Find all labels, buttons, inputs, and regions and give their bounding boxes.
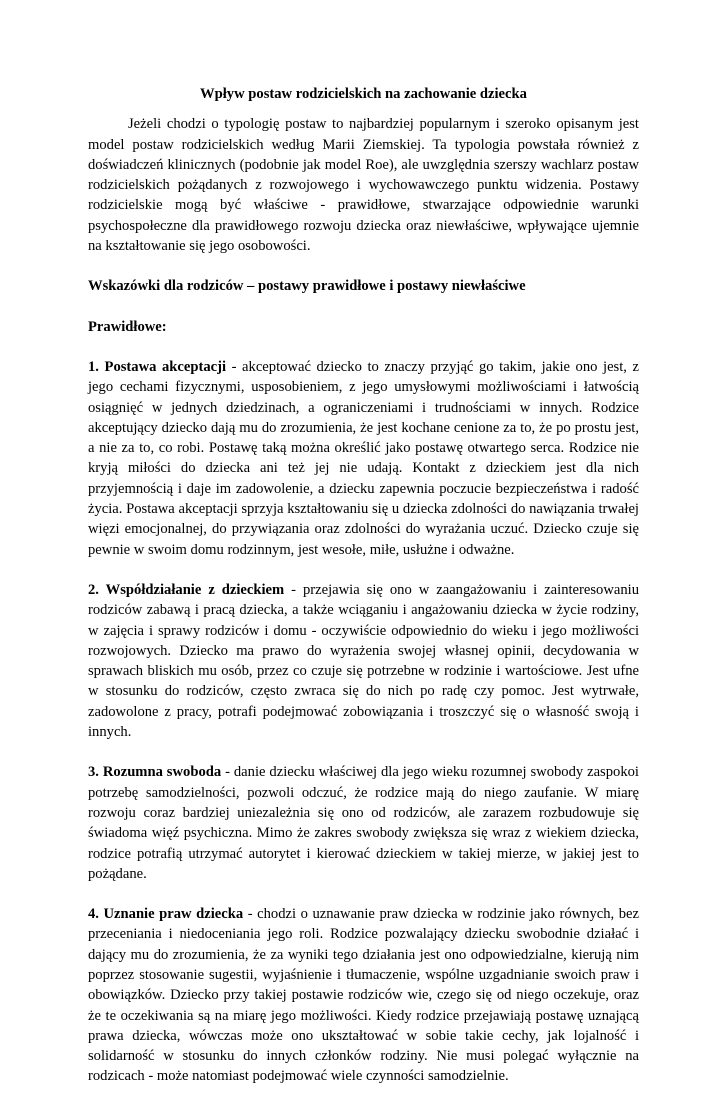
document-title: Wpływ postaw rodzicielskich na zachowanie dziecka <box>200 86 527 102</box>
item-acceptance <box>88 357 639 560</box>
item-cooperation <box>88 580 639 742</box>
item-text: - chodzi o uznawanie praw dziecka w rodzinie jako równych, bez przeceniania i niedoceniania jego roli. Rodzice pozwalający dziecku swobodnie działać i dający mu do zrozumienia, że za wyniki tego działania jest ono odpowiedzialne, kierują nim poprzez stosowanie sugestii, wyjaśnienie i tłumaczenie, wspólne uzgadnianie swoich praw i obowiązków. Dziecko przy takiej postawie rodziców wie, czego się od niego oczekuje, oraz że te oczekiwania są na miarę jego możliwości. Kiedy rodzice przejawiają postawę uznającą prawa dziecka, wówczas może ono ukształtować w sobie takie cechy, jak lojalność i solidarność w stosunku do innych członków rodziny. Nie musi polegać wyłącznie na rodzicach - może natomiast podejmować wiele czynności samodzielnie. <box>88 906 639 1085</box>
subheading-correct: Prawidłowe: <box>88 318 167 335</box>
item-text: - akceptować dziecko to znaczy przyjąć go takim, jakie ono jest, z jego cechami fizycznymi, usposobieniem, z jego umysłowymi możliwościami i łatwością osiągnięć w jednych dziedzinach, a ograniczeniami i trudnościami w innych. Rodzice akceptujący dziecko dają mu do zrozumienia, że jest kochane cenione za to, że po prostu jest, a nie za to, co robi. Postawę taką można określić jako postawę otwartego serca. Rodzice nie kryją miłości do dziecka ani też jej nie udają. Kontakt z dzieckiem jest dla nich przyjemnością i daje im zadowolenie, a dziecku zapewnia poczucie bezpieczeństwa i radość życia. Postawa akceptacji sprzyja kształtowaniu się u dziecka zdolności do nawiązania trwałej więzi emocjonalnej, do przywiązania oraz zdolności do wyrażania uczuć. Dziecko czuje się pewnie w swoim domu rodzinnym, jest wesołe, miłe, usłużne i odważne. <box>88 358 639 558</box>
section-heading: Wskazówki dla rodziców – postawy prawidłowe i postawy niewłaściwe <box>88 278 526 295</box>
item-title: 3. Rozumna swoboda <box>88 764 222 781</box>
item-text: - przejawia się ono w zaangażowaniu i zainteresowaniu rodziców zabawą i pracą dziecka, a także wciąganiu i angażowaniu dziecka w życie rodziny, w zajęcia i sprawy rodziców i domu - oczywiście odpowiednio do wieku i jego możliwości rozwojowych. Dziecko ma prawo do wyrażenia swojej własnej opinii, decydowania w sprawach bliskich mu osób, przez co czuje się potrzebne w rodzinie i wartościowe. Jest ufne w stosunku do rodziców, często zwraca się do nich po radę czy pomoc. Jest wytrwałe, zadowolone z pracy, potrafi podejmować zobowiązania i troszczyć się o własność swoją i innych. <box>88 581 640 741</box>
document-page <box>88 84 639 1107</box>
item-reasonable-freedom <box>88 762 639 884</box>
item-child-rights <box>88 904 639 1087</box>
intro-paragraph: Jeżeli chodzi o typologię postaw to najbardziej popularnym i szeroko opisanym jest model postaw rodzicielskich według Marii Ziemskiej. Ta typologia powstała również z doświadczeń klinicznych (podobnie jak model Roe), ale uwzględnia szerszy wachlarz postaw rodzicielskich pożądanych z rozwojowego i wychowawczego punktu widzenia. Postawy rodzicielskie mogą być właściwe - prawidłowe, stwarzające odpowiednie warunki psychospołeczne dla prawidłowego rozwoju dziecka oraz niewłaściwe, wpływające ujemnie na kształtowanie się jego osobowości. <box>88 116 639 255</box>
item-title: 4. Uznanie praw dziecka <box>88 906 244 923</box>
item-title: 2. Współdziałanie z dzieckiem <box>88 581 285 598</box>
item-text: - danie dziecku właściwej dla jego wieku rozumnej swobody zaspokoi potrzebę samodzielności, pozwoli odczuć, że rodzice mają do niego zaufanie. W miarę rozwoju coraz bardziej uniezależnia się ono od rodziców, ale zarazem rozbudowuje się świadoma więź psychiczna. Mimo że zakres swobody zwiększa się wraz z wiekiem dziecka, rodzice potrafią utrzymać autorytet i kierować dzieckiem w takiej mierze, w jakiej jest to pożądane. <box>88 764 639 882</box>
item-title: 1. Postawa akceptacji <box>88 358 227 375</box>
